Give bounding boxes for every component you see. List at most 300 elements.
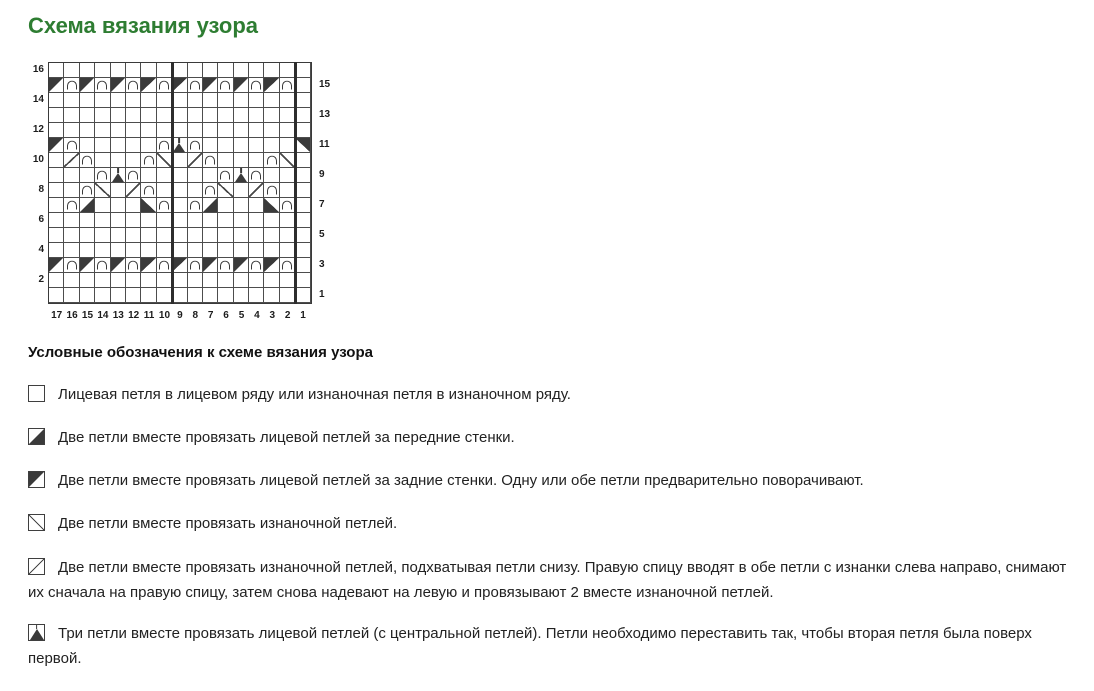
chart-cell [141,108,156,123]
row-number: 7 [319,199,325,210]
column-number: 11 [143,310,155,321]
column-number: 13 [112,310,124,321]
chart-cell [126,123,141,138]
row-number: 3 [319,259,325,270]
chart-cell [80,63,95,78]
chart-cell [111,243,126,258]
chart-cell [95,228,110,243]
chart-cell [111,108,126,123]
chart-cell [234,78,249,93]
chart-cell [234,198,249,213]
row-number: 14 [32,94,44,105]
chart-cell [249,108,264,123]
chart-cell [64,78,79,93]
chart-cell [295,228,310,243]
chart-cell [95,288,110,303]
chart-cell [203,123,218,138]
chart-cell [95,78,110,93]
chart-cell [172,288,187,303]
chart-cell [80,168,95,183]
chart-cell [218,123,233,138]
chart-cell [264,168,279,183]
legend-item-text: Две петли вместе провязать лицевой петлей за передние стенки. [58,429,515,446]
knitting-chart [28,62,388,334]
chart-cell [141,198,156,213]
chart-cell [172,93,187,108]
chart-cell [234,213,249,228]
chart-cell [49,198,64,213]
chart-cell [234,258,249,273]
chart-cell [249,123,264,138]
chart-cell [64,243,79,258]
chart-cell [126,198,141,213]
chart-cell [234,288,249,303]
chart-cell [64,288,79,303]
legend-item-k2tog-back [28,468,1068,493]
chart-cell [218,63,233,78]
chart-cell [295,108,310,123]
chart-cell [141,168,156,183]
chart-cell [280,108,295,123]
chart-cell [49,258,64,273]
chart-cell [234,93,249,108]
chart-cell [126,273,141,288]
chart-cell [188,213,203,228]
chart-cell [295,168,310,183]
column-number: 7 [207,310,214,321]
chart-cell [218,273,233,288]
chart-cell [218,153,233,168]
k2tog-back-icon [28,471,45,488]
chart-cell [141,138,156,153]
chart-cell [188,168,203,183]
chart-cell [111,168,126,183]
chart-cell [203,183,218,198]
page-title: Схема вязания узора [28,13,259,38]
chart-cell [80,138,95,153]
chart-cell [249,138,264,153]
column-number: 6 [223,310,229,321]
chart-cell [95,198,110,213]
chart-cell [280,273,295,288]
chart-cell [172,243,187,258]
legend-item-text: Лицевая петля в лицевом ряду или изнаночная петля в изнаночном ряду. [58,386,571,403]
chart-cell [264,258,279,273]
chart-cell [80,93,95,108]
column-number: 5 [238,310,245,321]
chart-cell [218,168,233,183]
chart-cell [264,243,279,258]
chart-cell [141,78,156,93]
chart-cell [234,183,249,198]
chart-cell [172,183,187,198]
chart-cell [64,153,79,168]
chart-cell [264,183,279,198]
chart-cell [264,78,279,93]
chart-cell [249,63,264,78]
chart-cell [95,153,110,168]
chart-cell [295,78,310,93]
chart-cell [203,288,218,303]
chart-cell [172,198,187,213]
chart-cell [280,258,295,273]
chart-cell [126,288,141,303]
chart-cell [49,228,64,243]
chart-cell [234,273,249,288]
row-number: 13 [319,109,331,120]
row-number: 1 [319,289,325,300]
row-number: 15 [319,79,331,90]
legend-item-text: Три петли вместе провязать лицевой петлей (с центральной петлей). Петли необходимо переставить так, чтобы вторая петля была поверх первой. [28,625,1032,667]
chart-cell [64,63,79,78]
chart-cell [111,213,126,228]
chart-grid [48,62,312,304]
chart-cell [64,123,79,138]
chart-cell [188,78,203,93]
chart-cell [80,288,95,303]
chart-cell [80,153,95,168]
chart-cell [295,288,310,303]
chart-cell [64,138,79,153]
chart-cell [188,138,203,153]
chart-cell [280,168,295,183]
row-number: 8 [38,184,44,195]
chart-cell [203,153,218,168]
column-number: 2 [284,310,291,321]
chart-cell [64,108,79,123]
chart-cell [218,138,233,153]
chart-cell [111,273,126,288]
chart-cell [95,243,110,258]
chart-cell [80,243,95,258]
chart-cell [203,168,218,183]
chart-cell [203,273,218,288]
row-number: 2 [38,274,44,285]
chart-cell [111,153,126,168]
chart-cell [234,63,249,78]
chart-cell [141,243,156,258]
chart-cell [264,228,279,243]
row-number: 12 [32,124,44,135]
chart-cell [172,228,187,243]
chart-cell [80,258,95,273]
legend-heading: Условные обозначения к схеме вязания узора [28,344,373,361]
chart-cell [218,258,233,273]
chart-cell [264,63,279,78]
chart-cell [49,183,64,198]
chart-cell [141,63,156,78]
chart-cell [203,198,218,213]
chart-cell [295,273,310,288]
legend-item-text: Две петли вместе провязать лицевой петлей за задние стенки. Одну или обе петли предварительно поворачивают. [58,472,864,489]
chart-cell [188,228,203,243]
row-number: 9 [319,169,325,180]
chart-cell [218,78,233,93]
chart-cell [95,63,110,78]
chart-cell [111,63,126,78]
chart-cell [188,183,203,198]
chart-cell [249,168,264,183]
chart-cell [64,213,79,228]
chart-cell [172,153,187,168]
chart-cell [172,123,187,138]
chart-cell [203,63,218,78]
row-number: 4 [38,244,44,255]
chart-cell [49,243,64,258]
legend-item-k2tog-front [28,425,1068,450]
repeat-boundary-line [171,62,174,304]
chart-cell [203,228,218,243]
chart-cell [95,93,110,108]
chart-cell [80,273,95,288]
chart-cell [111,93,126,108]
chart-cell [141,183,156,198]
chart-cell [141,93,156,108]
chart-cell [295,198,310,213]
chart-cell [264,108,279,123]
chart-cell [80,123,95,138]
chart-cell [64,258,79,273]
chart-cell [49,213,64,228]
chart-cell [280,123,295,138]
chart-cell [218,198,233,213]
chart-cell [249,198,264,213]
chart-cell [95,168,110,183]
chart-cell [203,258,218,273]
chart-cell [95,108,110,123]
chart-cell [141,273,156,288]
chart-cell [249,258,264,273]
chart-cell [188,258,203,273]
column-number: 12 [128,310,140,321]
chart-cell [249,243,264,258]
legend-item-k3tog-center [28,621,1068,671]
chart-cell [249,228,264,243]
chart-cell [172,63,187,78]
chart-cell [218,228,233,243]
chart-cell [203,138,218,153]
chart-cell [280,213,295,228]
chart-cell [264,138,279,153]
chart-cell [264,93,279,108]
chart-cell [141,258,156,273]
chart-cell [111,123,126,138]
legend-item-knit-stitch [28,382,1068,407]
chart-cell [249,288,264,303]
chart-cell [126,63,141,78]
chart-cell [280,153,295,168]
chart-cell [111,78,126,93]
chart-cell [172,168,187,183]
chart-cell [49,288,64,303]
p2tog-icon [28,514,45,531]
k2tog-front-icon [28,428,45,445]
chart-cell [188,243,203,258]
chart-cell [49,78,64,93]
chart-cell [280,243,295,258]
chart-cell [141,288,156,303]
chart-cell [188,198,203,213]
chart-cell [203,78,218,93]
chart-cell [249,78,264,93]
column-number: 15 [81,310,94,321]
chart-cell [249,153,264,168]
chart-cell [203,213,218,228]
chart-cell [95,273,110,288]
chart-cell [188,108,203,123]
k3tog-center-icon [28,624,45,641]
chart-cell [126,78,141,93]
column-number: 9 [177,310,183,321]
chart-cell [188,153,203,168]
chart-cell [126,213,141,228]
chart-cell [280,138,295,153]
chart-cell [203,93,218,108]
chart-cell [234,168,249,183]
chart-cell [126,93,141,108]
chart-cell [49,168,64,183]
chart-cell [218,213,233,228]
chart-cell [203,243,218,258]
chart-cell [188,288,203,303]
legend-item-p2tog-below [28,555,1068,605]
chart-cell [264,198,279,213]
chart-cell [126,183,141,198]
chart-cell [64,168,79,183]
chart-cell [141,228,156,243]
chart-cell [280,93,295,108]
chart-cell [49,93,64,108]
chart-cell [295,258,310,273]
column-number: 14 [97,310,109,321]
chart-cell [234,153,249,168]
chart-cell [64,273,79,288]
chart-cell [172,213,187,228]
chart-cell [80,78,95,93]
chart-cell [95,258,110,273]
chart-cell [249,183,264,198]
row-number: 16 [32,64,44,75]
chart-cell [126,243,141,258]
chart-cell [234,138,249,153]
chart-cell [249,93,264,108]
chart-cell [80,213,95,228]
chart-cell [126,108,141,123]
chart-cell [141,123,156,138]
row-number: 10 [32,154,44,165]
chart-cell [64,198,79,213]
chart-cell [172,273,187,288]
chart-cell [249,273,264,288]
chart-cell [49,123,64,138]
chart-cell [64,228,79,243]
chart-cell [49,273,64,288]
chart-cell [234,228,249,243]
chart-cell [295,93,310,108]
chart-cell [126,168,141,183]
chart-cell [280,63,295,78]
chart-cell [64,93,79,108]
chart-cell [111,198,126,213]
chart-cell [95,213,110,228]
column-number: 16 [66,310,78,321]
chart-cell [249,213,264,228]
chart-cell [80,228,95,243]
p2tog-below-icon [28,558,45,575]
column-number: 17 [51,310,63,321]
chart-cell [295,153,310,168]
chart-cell [218,183,233,198]
chart-cell [218,243,233,258]
chart-cell [264,213,279,228]
chart-cell [111,258,126,273]
chart-cell [111,138,126,153]
chart-cell [111,288,126,303]
chart-cell [126,153,141,168]
chart-cell [234,243,249,258]
chart-cell [80,108,95,123]
chart-cell [280,78,295,93]
chart-cell [64,183,79,198]
chart-cell [141,213,156,228]
column-number: 8 [192,310,199,321]
row-number: 6 [38,214,44,225]
chart-cell [234,108,249,123]
legend-item-text: Две петли вместе провязать изнаночной петлей. [58,515,398,532]
column-number: 3 [269,310,276,321]
chart-cell [264,153,279,168]
chart-cell [80,183,95,198]
row-number: 5 [319,229,325,240]
legend-item-text: Две петли вместе провязать изнаночной петлей, подхватывая петли снизу. Правую спицу вводят в обе петли с изнанки слева направо, снимают их сначала на правую спицу, затем снова надевают на левую и провязывают 2 вместе изнаночной петлей. [28,559,1067,601]
chart-cell [111,183,126,198]
chart-cell [172,78,187,93]
repeat-boundary-line [294,62,297,304]
chart-cell [49,63,64,78]
chart-cell [49,138,64,153]
chart-cell [49,153,64,168]
chart-cell [172,108,187,123]
chart-cell [264,288,279,303]
chart-cell [188,123,203,138]
chart-cell [95,138,110,153]
chart-cell [264,273,279,288]
chart-cell [95,123,110,138]
chart-cell [218,108,233,123]
chart-cell [218,93,233,108]
chart-cell [203,108,218,123]
knit-stitch-icon [28,385,45,402]
chart-cell [295,123,310,138]
chart-cell [126,258,141,273]
chart-cell [172,138,187,153]
chart-cell [280,288,295,303]
chart-cell [188,273,203,288]
chart-cell [188,63,203,78]
legend-item-p2tog [28,511,1068,536]
chart-cell [49,108,64,123]
chart-cell [218,288,233,303]
column-number: 4 [254,310,260,321]
chart-cell [188,93,203,108]
chart-cell [295,183,310,198]
chart-cell [172,258,187,273]
chart-cell [280,198,295,213]
chart-cell [295,63,310,78]
chart-cell [234,123,249,138]
chart-cell [111,228,126,243]
chart-cell [80,198,95,213]
